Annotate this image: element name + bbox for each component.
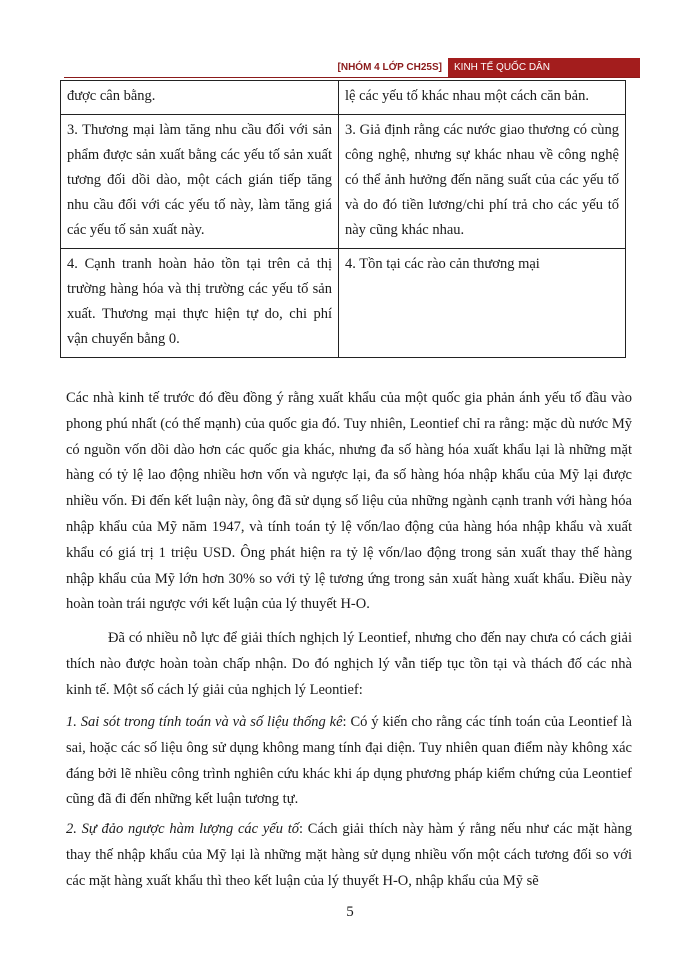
page-number: 5 [346,904,354,920]
table-cell: 4. Cạnh tranh hoàn hảo tồn tại trên cả thị trường hàng hóa và thị trường các yếu tố sản xuất. Thương mại thực hiện tự do, chi phí vận chuyển bằng 0. [61,249,339,358]
header-subject-label: KINH TẾ QUỐC DÂN [448,58,640,78]
paragraph-leontief-findings: Các nhà kinh tế trước đó đều đồng ý rằng xuất khẩu của một quốc gia phản ánh yếu tố đầu vào phong phú nhất (có thế mạnh) của quốc gia đó. Tuy nhiên, Leontief chỉ ra rằng: mặc dù nước Mỹ có nguồn vốn dồi dào hơn các quốc gia khác, nhưng đa số hàng hóa xuất khẩu lại là những mặt hàng có tỷ lệ lao động nhiều hơn vốn và ngược lại, đa số hàng hóa nhập khẩu của Mỹ lại được nhiều vốn. Đi đến kết luận này, ông đã sử dụng số liệu của những ngành cạnh tranh với hàng hóa nhập khẩu của Mỹ năm 1947, và tính toán tỷ lệ vốn/lao động của hàng hóa nhập khẩu và xuất khẩu có giá trị 1 triệu USD. Ông phát hiện ra tỷ lệ vốn/lao động trong sản xuất thay thế hàng nhập khẩu của Mỹ lớn hơn 30% so với tỷ lệ tương ứng trong sản xuất hàng xuất khẩu. Điều này hoàn toàn trái ngược với kết luận của lý thuyết H-O. [66,390,632,613]
paragraph-calculation-errors [66,710,632,813]
table-cell: được cân bằng. [61,81,339,115]
point-text: : Có ý kiến cho rằng các tính toán của Leontief là sai, hoặc các số liệu ông sử dụng không mang tính đại diện. Tuy nhiên quan điểm này không xác đáng bởi lẽ nhiều công trình nghiên cứu khác khi áp dụng phương pháp kiểm chứng của Leontief cũng đã đi đến những kết luận tương tự. [66,714,632,808]
comparison-table [60,80,626,358]
table-cell: 3. Giả định rằng các nước giao thương có cùng công nghệ, nhưng sự khác nhau về công nghệ có thể ảnh hưởng đến năng suất của các yếu tố và do đó tiền lương/chi phí trả cho các yếu tố này cũng khác nhau. [339,115,626,249]
header-divider [64,77,640,78]
table-cell: 4. Tồn tại các rào cản thương mại [339,249,626,358]
table-row [61,115,626,249]
point-heading: 1. Sai sót trong tính toán và và số liệu thống kê [66,714,343,730]
paragraph-explanations-intro: Đã có nhiều nỗ lực để giải thích nghịch lý Leontief, nhưng cho đến nay chưa có cách giải thích nào được hoàn toàn chấp nhận. Do đó nghịch lý vẫn tiếp tục tồn tại và thách đố các nhà kinh tế. Một số cách lý giải của nghịch lý Leontief: [66,630,632,698]
paragraph-factor-reversal [66,817,632,894]
page-header [64,58,640,78]
table-row [61,249,626,358]
table-row [61,81,626,115]
table-cell: lệ các yếu tố khác nhau một cách căn bản. [339,81,626,115]
table-cell: 3. Thương mại làm tăng nhu cầu đối với sản phẩm được sản xuất bằng các yếu tố sản xuất tương đối dồi dào, một cách gián tiếp tăng nhu cầu đối với các yếu tố này, làm tăng giá các yếu tố sản xuất này. [61,115,339,249]
header-group-label: [NHÓM 4 LỚP CH25S] [337,62,442,73]
point-text: : Cách giải thích này hàm ý rằng nếu như các mặt hàng thay thế nhập khẩu của Mỹ lại là những mặt hàng sử dụng nhiều vốn một cách tương đối so với các mặt hàng xuất khẩu thì theo kết luận của lý thuyết H-O, nhập khẩu của Mỹ sẽ [66,821,632,889]
point-heading: 2. Sự đảo ngược hàm lượng các yếu tố [66,821,300,837]
